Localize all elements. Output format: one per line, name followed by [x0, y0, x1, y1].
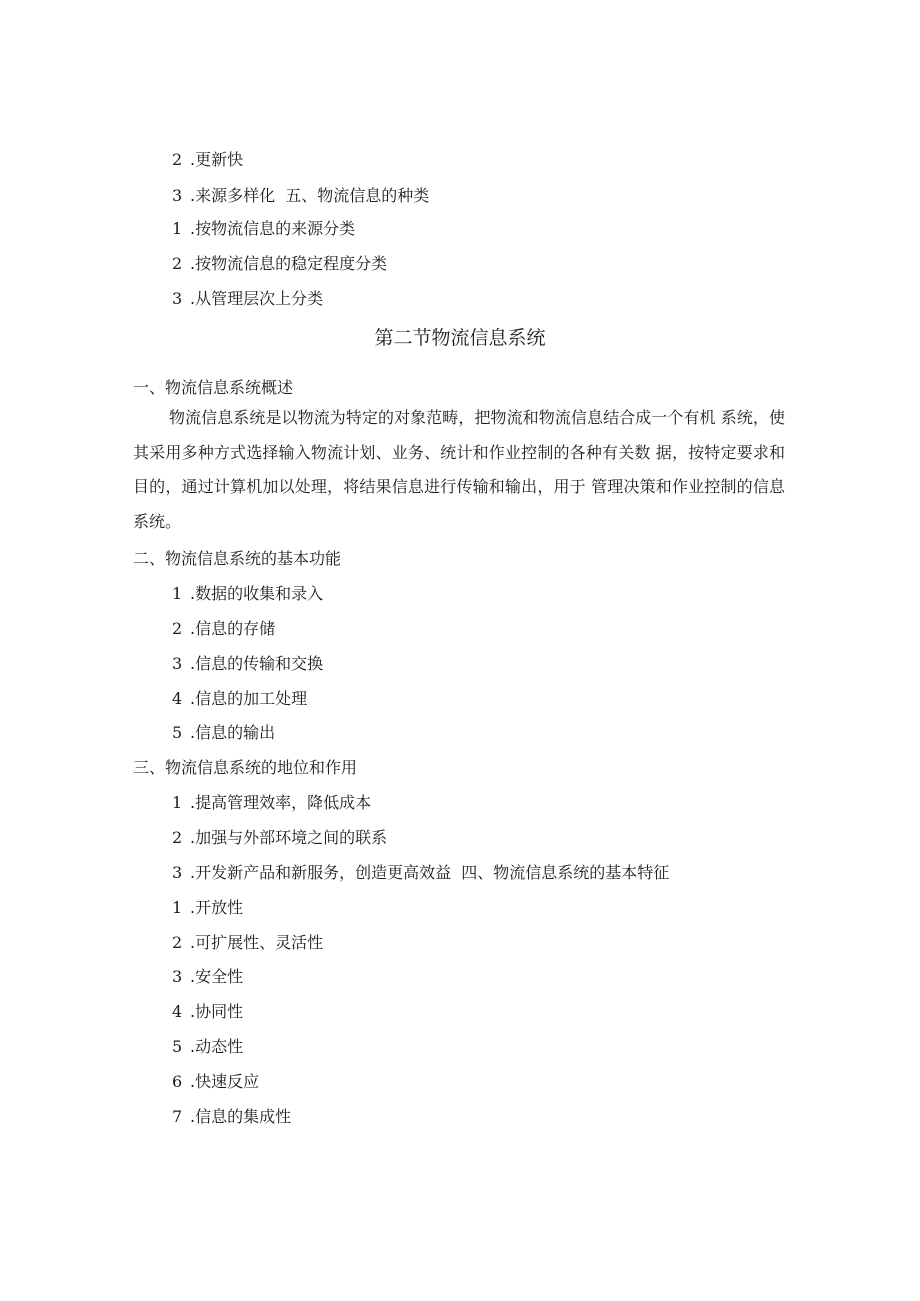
list-item: 6 .快速反应	[172, 1072, 260, 1091]
heading-functions: 二、物流信息系统的基本功能	[133, 549, 342, 568]
list-item: 4 .信息的加工处理	[172, 689, 308, 708]
list-item: 1 .开放性	[172, 898, 244, 917]
list-item: 4 .协同性	[172, 1002, 244, 1021]
list-item: 1 .数据的收集和录入	[172, 584, 324, 603]
list-item: 3 .来源多样化 五、物流信息的种类	[172, 186, 430, 205]
list-item: 2 .更新快	[172, 150, 244, 169]
list-item: 5 .动态性	[172, 1037, 244, 1056]
list-item: 2 .按物流信息的稳定程度分类	[172, 254, 388, 273]
list-item: 3 .开发新产品和新服务，创造更高效益 四、物流信息系统的基本特征	[172, 863, 670, 882]
overview-paragraph: 物流信息系统是以物流为特定的对象范畴，把物流和物流信息结合成一个有机 系统，使其采用多种方式选择输入物流计划、业务、统计和作业控制的各种有关数 据，按特定要求和目的，通过计算机加以处理，将结果信息进行传输和输出，用于 管理决策和作业控制的信息系统。	[133, 408, 785, 531]
list-item: 7 .信息的集成性	[172, 1107, 292, 1126]
heading-overview: 一、物流信息系统概述	[133, 378, 294, 397]
list-item: 2 .加强与外部环境之间的联系	[172, 828, 388, 847]
list-item: 1 .提高管理效率，降低成本	[172, 793, 372, 812]
list-item: 3 .信息的传输和交换	[172, 654, 324, 673]
list-item: 5 .信息的输出	[172, 723, 276, 742]
heading-roles: 三、物流信息系统的地位和作用	[133, 758, 358, 777]
list-item: 3 .从管理层次上分类	[172, 289, 324, 308]
list-item: 1 .按物流信息的来源分类	[172, 219, 356, 238]
list-item: 3 .安全性	[172, 967, 244, 986]
list-item: 2 .可扩展性、灵活性	[172, 933, 324, 952]
section-title: 第二节物流信息系统	[374, 327, 546, 349]
list-item: 2 .信息的存储	[172, 619, 276, 638]
